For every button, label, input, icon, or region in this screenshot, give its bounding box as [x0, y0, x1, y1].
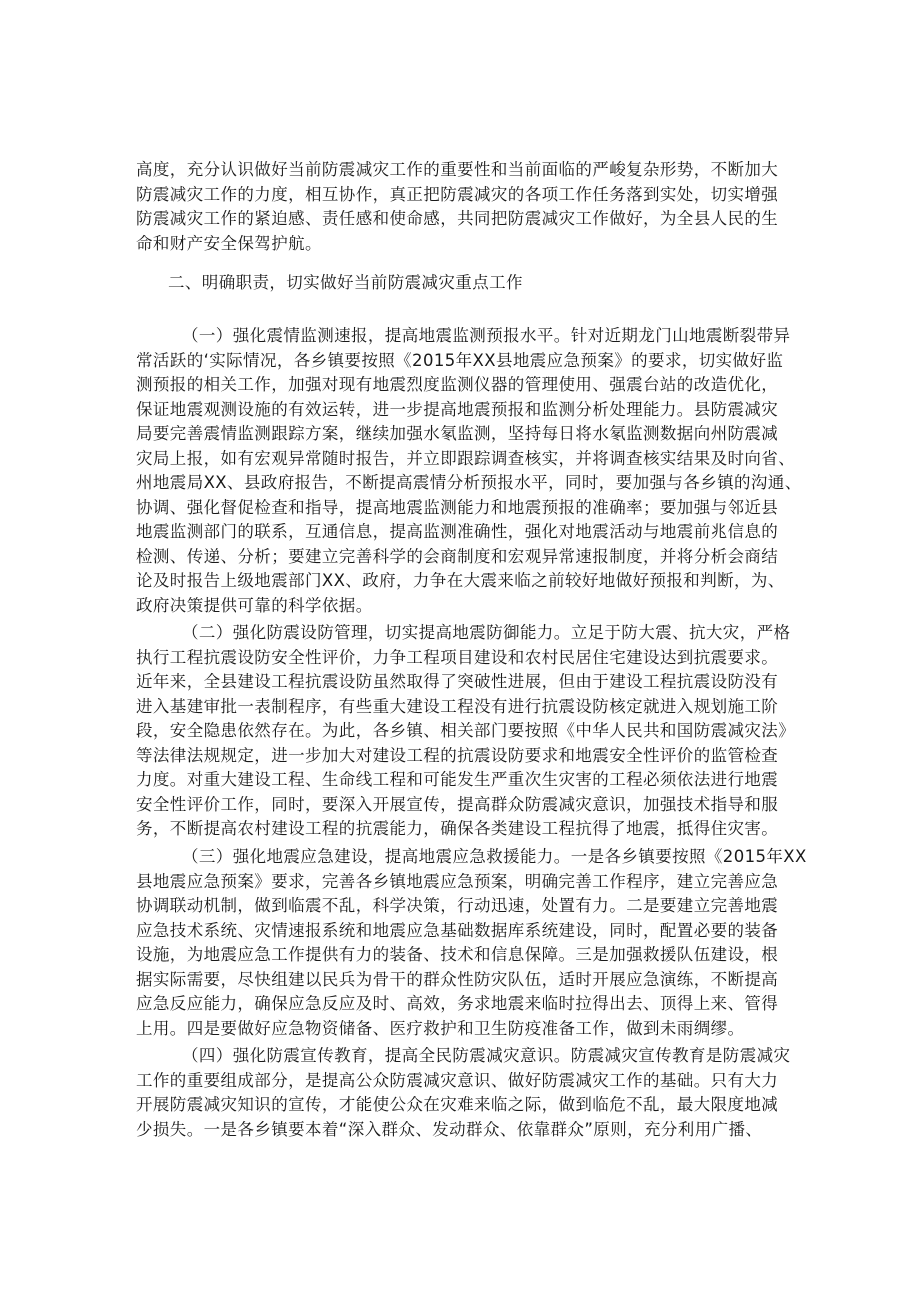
paragraph-intro-continued [136, 158, 796, 256]
text-line: 论及时报告上级地震部门XX、政府，力争在大震来临之前较好地做好预报和判断，为、 [136, 571, 785, 590]
text-line: 应急技术系统、灾情速报系统和地震应急基础数据库系统建设，同时，配置必要的装备 [136, 920, 779, 940]
text-line: 开展防震减灾知识的宣传，才能使公众在灾难来临之际，做到临危不乱，最大限度地减 [136, 1095, 779, 1114]
text-line: （三）强化地震应急建设，提高地震应急救援能力。一是各乡镇要按照《2015年XX [182, 847, 807, 866]
heading-line: 二、明确职责，切实做好当前防震减灾重点工作 [168, 273, 523, 292]
text-line: 检测、传递、分析；要建立完善科学的会商制度和宏观异常速报制度，并将分析会商结 [136, 546, 779, 566]
text-line: 协调、强化督促检查和指导，提高地震监测能力和地震预报的准确率；要加强与邻近县 [136, 497, 779, 517]
text-line: 段，安全隐患依然存在。为此，各乡镇、相关部门要按照《中华人民共和国防震减灾法》 [136, 721, 796, 740]
text-line: 防震减灾工作的力度，相互协作，真正把防震减灾的各项工作任务落到实处，切实增强 [136, 184, 779, 204]
text-line: 务，不断提高农村建设工程的抗震能力，确保各类建设工程抗得了地震，抵得住灾害。 [136, 819, 779, 838]
text-line: （二）强化防震设防管理，切实提高地震防御能力。立足于防大震、抗大灾，严格 [182, 623, 791, 642]
text-line: 据实际需要，尽快组建以民兵为骨干的群众性防灾队伍，适时开展应急演练，不断提高 [136, 969, 779, 989]
text-line: 设施，为地震应急工作提供有力的装备、技术和信息保障。三是加强救援队伍建设，根 [136, 945, 779, 964]
text-line: 常活跃的‘实际情况，各乡镇要按照《2015年XX县地震应急预案》的要求，切实做好监 [136, 350, 784, 370]
text-line: 少损失。一是各乡镇要本着“深入群众、发动群众、依靠群众”原则，充分利用广播、 [136, 1119, 763, 1139]
text-line: 协调联动机制，做到临震不乱，科学决策，行动迅速，处置有力。二是要建立完善地震 [136, 896, 779, 915]
text-line: 地震监测部门的联系，互通信息，提高监测准确性，强化对地震活动与地震前兆信息的 [136, 522, 779, 541]
paragraph-emergency [136, 845, 807, 1041]
paragraph-education [136, 1044, 796, 1142]
paragraph-monitoring [136, 324, 802, 618]
text-line: 州地震局XX、县政府报告，不断提高震情分析预报水平，同时，要加强与各乡镇的沟通、 [136, 473, 802, 492]
text-line: 局要完善震情监测跟踪方案，继续加强水氡监测，坚持每日将水氡监测数据向州防震减 [136, 424, 779, 443]
text-line: 应急反应能力，确保应急反应及时、高效，务求地震来临时拉得出去、顶得上来、管得 [136, 994, 779, 1013]
text-line: 工作的重要组成部分，是提高公众防震减灾意识、做好防震减灾工作的基础。只有大力 [136, 1070, 779, 1090]
text-line: 上用。四是要做好应急物资储备、医疗救护和卫生防疫准备工作，做到未雨绸缪。 [136, 1018, 745, 1038]
paragraph-fortification [136, 621, 796, 842]
text-line: 力度。对重大建设工程、生命线工程和可能发生严重次生灾害的工程必须依法进行地震 [136, 770, 779, 789]
text-line: 县地震应急预案》要求，完善各乡镇地震应急预案，明确完善工作程序，建立完善应急 [136, 871, 779, 891]
text-line: 高度，充分认识做好当前防震减灾工作的重要性和当前面临的严峻复杂形势，不断加大 [136, 160, 779, 179]
text-line: 执行工程抗震设防安全性评价，力争工程项目建设和农村民居住宅建设达到抗震要求。 [136, 647, 779, 667]
text-line: 保证地震观测设施的有效运转，进一步提高地震预报和监测分析处理能力。县防震减灾 [136, 399, 779, 419]
text-line: 等法律法规规定，进一步加大对建设工程的抗震设防要求和地震安全性评价的监管检查 [136, 745, 779, 765]
text-line: 防震减灾工作的紧迫感、责任感和使命感，共同把防震减灾工作做好，为全县人民的生 [136, 209, 779, 228]
text-line: 测预报的相关工作，加强对现有地震烈度监测仪器的管理使用、强震台站的改造优化， [136, 375, 779, 394]
section-heading [168, 271, 828, 296]
text-line: 安全性评价工作，同时，要深入开展宣传，提高群众防震减灾意识，加强技术指导和服 [136, 794, 779, 814]
text-line: 命和财产安全保驾护航。 [136, 233, 322, 253]
text-line: 政府决策提供可靠的科学依据。 [136, 595, 373, 615]
text-line: （四）强化防震宣传教育，提高全民防震减灾意识。防震减灾宣传教育是防震减灾 [182, 1046, 791, 1065]
text-line: 进入基建审批一表制程序，有些重大建设工程没有进行抗震设防核定就进入规划施工阶 [136, 696, 779, 716]
text-line: 灾局上报，如有宏观异常随时报告，并立即跟踪调查核实，并将调查核实结果及时向省、 [136, 448, 796, 468]
text-line: （一）强化震情监测速报，提高地震监测预报水平。针对近期龙门山地震断裂带异 [182, 326, 791, 345]
text-line: 近年来，全县建设工程抗震设防虽然取得了突破性进展，但由于建设工程抗震设防没有 [136, 672, 779, 691]
